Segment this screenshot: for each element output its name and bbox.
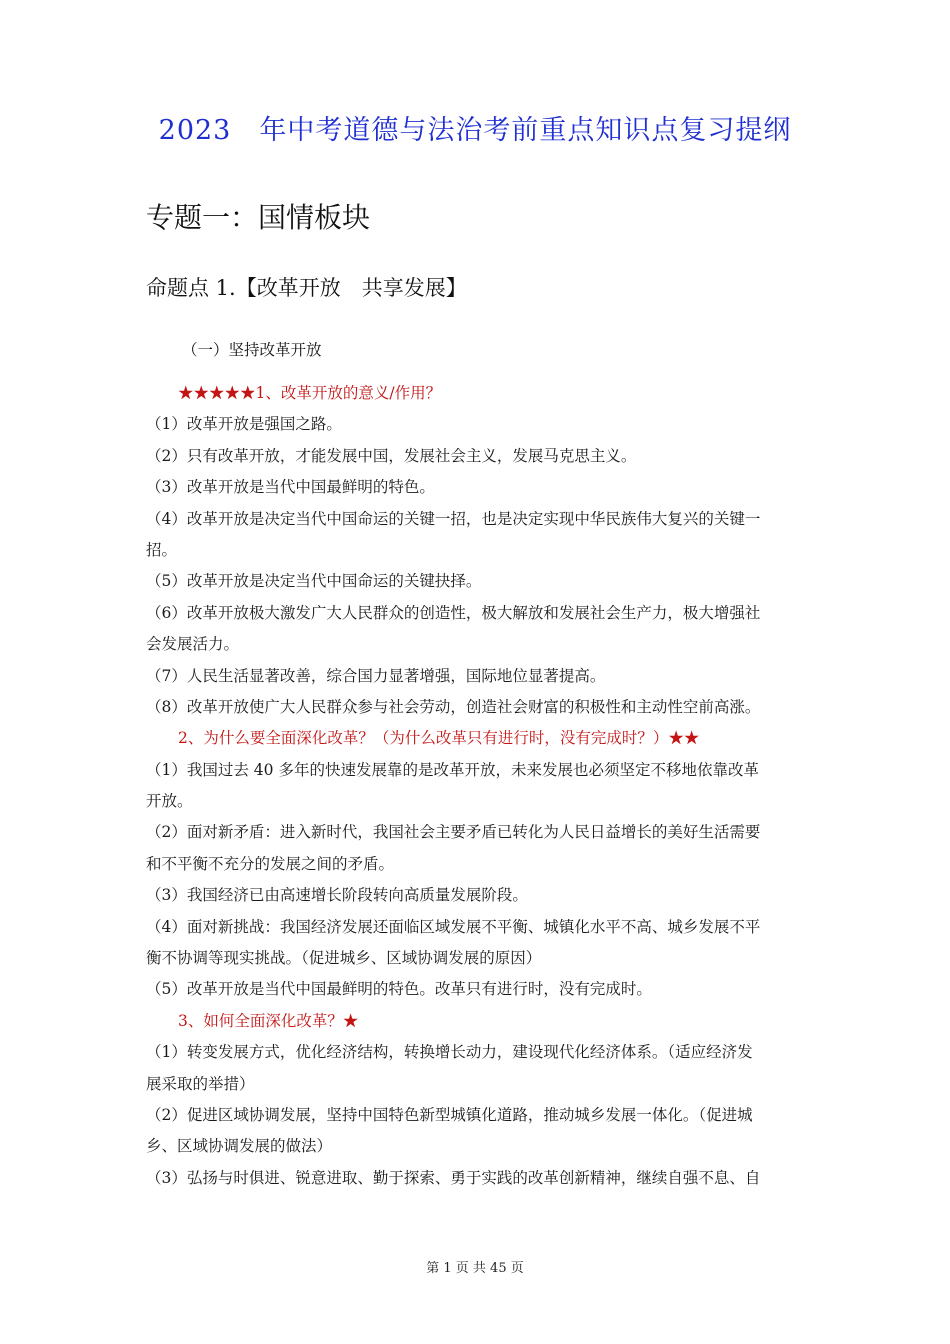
section-heading: （一）坚持改革开放 xyxy=(182,341,322,359)
text-line: 和不平衡不充分的发展之间的矛盾。 xyxy=(146,854,395,873)
document-title: 2023 年中考道德与法治考前重点知识点复习提纲 xyxy=(158,115,792,146)
text-line: （7）人民生活显著改善，综合国力显著增强，国际地位显著提高。 xyxy=(146,666,606,685)
text-line: （1）我国过去 40 多年的快速发展靠的是改革开放，未来发展也必须坚定不移地依靠改革 xyxy=(146,760,759,779)
text-line: （4）改革开放是决定当代中国命运的关键一招，也是决定实现中华民族伟大复兴的关键一 xyxy=(146,509,761,528)
question-line: ★★★★★1、改革开放的意义/作用？ xyxy=(178,384,442,402)
text-line: （3）改革开放是当代中国最鲜明的特色。 xyxy=(146,478,435,497)
text-line: （3）弘扬与时俱进、锐意进取、勤于探索、勇于实践的改革创新精神，继续自强不息、自 xyxy=(146,1168,761,1187)
text-line: （4）面对新挑战：我国经济发展还面临区域发展不平衡、城镇化水平不高、城乡发展不平 xyxy=(146,917,761,936)
text-line: 会发展活力。 xyxy=(146,635,240,654)
text-line: （5）改革开放是决定当代中国命运的关键抉择。 xyxy=(146,572,482,591)
text-line: 招。 xyxy=(146,540,178,559)
text-line: （2）只有改革开放，才能发展中国，发展社会主义，发展马克思主义。 xyxy=(146,446,637,465)
text-line: 乡、区域协调发展的做法） xyxy=(146,1137,333,1156)
text-line: （8）改革开放使广大人民群众参与社会劳动，创造社会财富的积极性和主动性空前高涨。 xyxy=(146,697,761,716)
text-line: （6）改革开放极大激发广大人民群众的创造性，极大解放和发展社会生产力，极大增强社 xyxy=(146,603,761,622)
text-line: （1）转变发展方式，优化经济结构，转换增长动力，建设现代化经济体系。（适应经济发 xyxy=(146,1043,753,1062)
proposition-heading: 命题点 1.【改革开放 共享发展】 xyxy=(146,276,467,300)
text-line: （5）改革开放是当代中国最鲜明的特色。改革只有进行时，没有完成时。 xyxy=(146,980,652,999)
text-line: （1）改革开放是强国之路。 xyxy=(146,415,342,434)
text-line: 衡不协调等现实挑战。（促进城乡、区域协调发展的原因） xyxy=(146,949,542,968)
question-line: 2、为什么要全面深化改革？（为什么改革只有进行时，没有完成时？）★★ xyxy=(178,729,700,748)
topic-heading: 专题一：国情板块 xyxy=(146,201,371,234)
document-body xyxy=(146,378,816,1194)
text-line: 开放。 xyxy=(146,792,193,811)
text-line: （2）面对新矛盾：进入新时代，我国社会主要矛盾已转化为人民日益增长的美好生活需要 xyxy=(146,823,761,842)
page-footer: 第 1 页 共 45 页 xyxy=(426,1261,524,1276)
text-line: （2）促进区域协调发展，坚持中国特色新型城镇化道路，推动城乡发展一体化。（促进城 xyxy=(146,1105,753,1124)
text-line: （3）我国经济已由高速增长阶段转向高质量发展阶段。 xyxy=(146,886,528,905)
question-line: 3、如何全面深化改革？★ xyxy=(178,1011,359,1030)
text-line: 展采取的举措） xyxy=(146,1074,255,1093)
